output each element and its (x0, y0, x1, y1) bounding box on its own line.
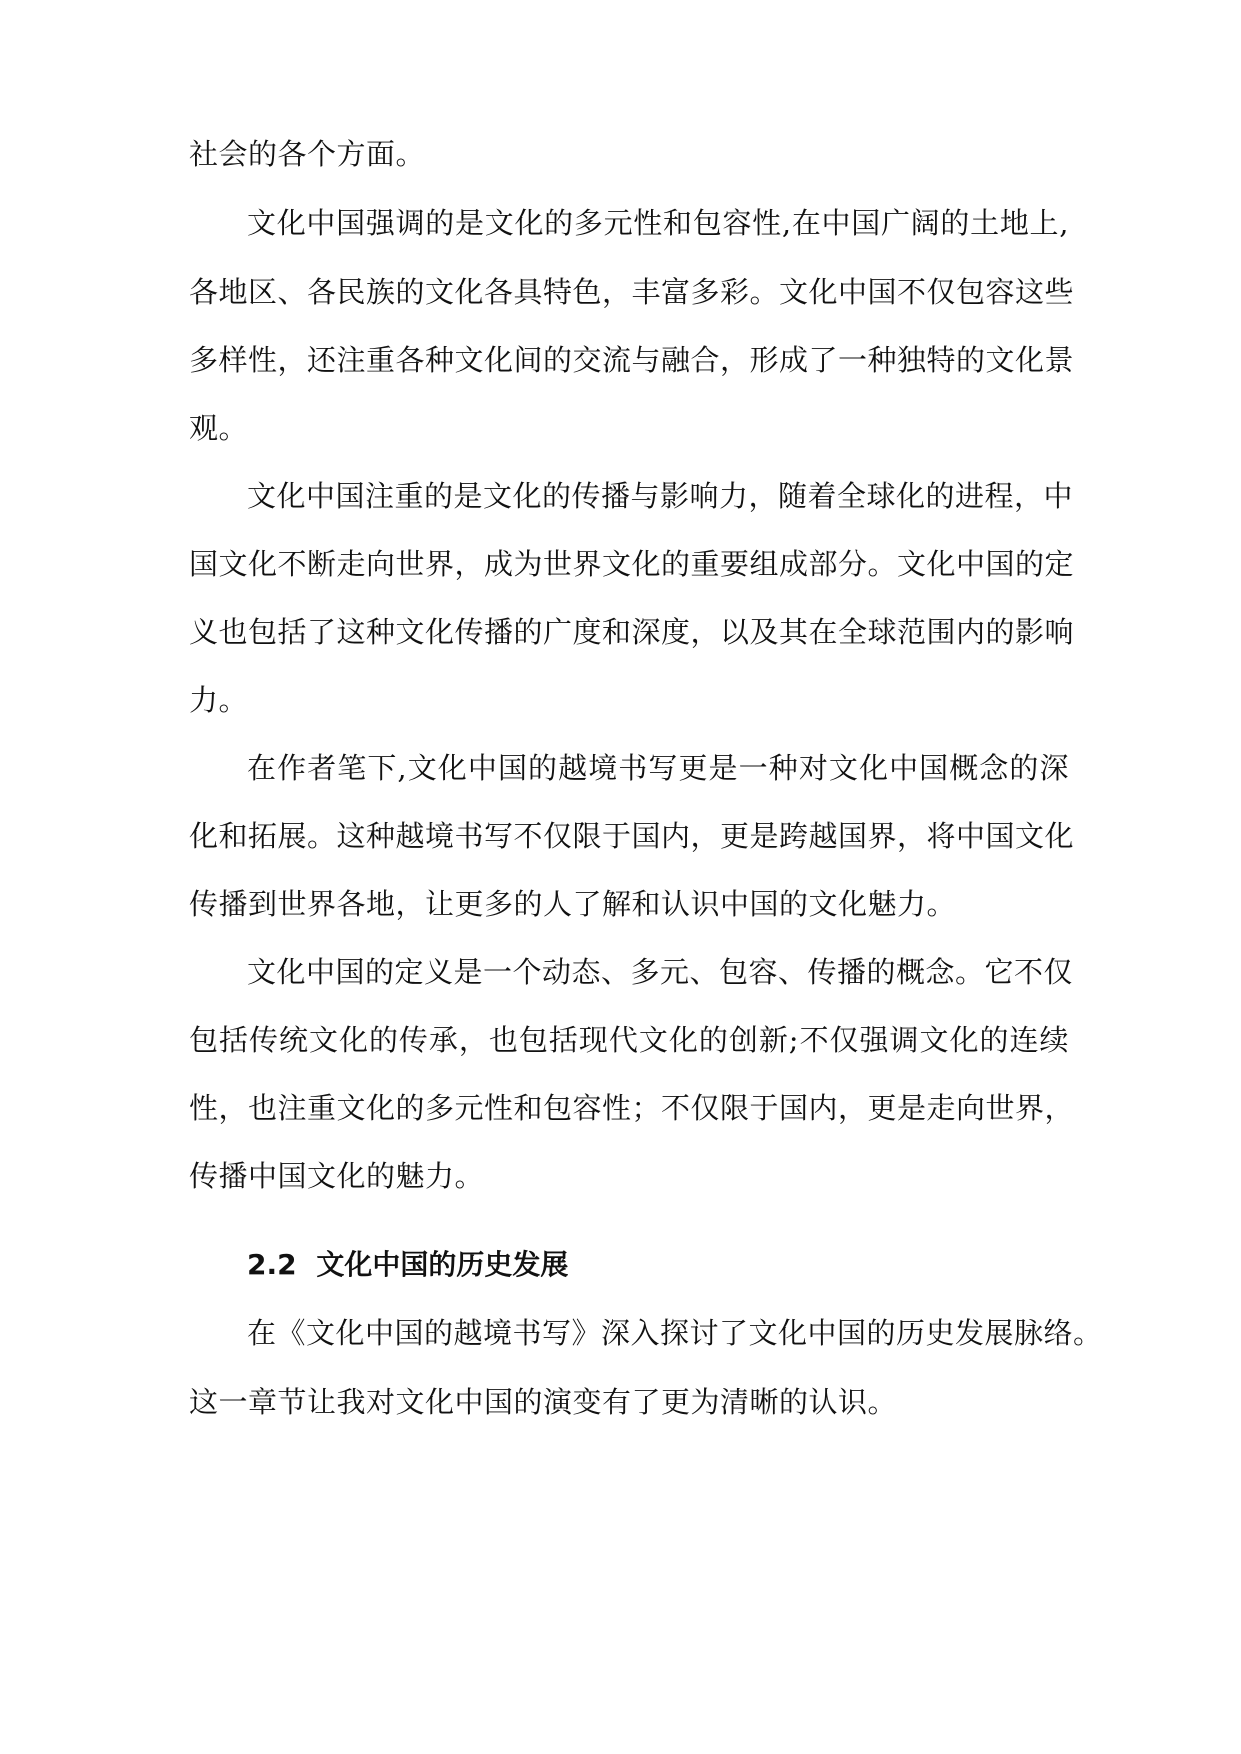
paragraph-line: 传播到世界各地，让更多的人了解和认识中国的文化魅力。 (189, 887, 957, 921)
paragraph-line: 各地区、各民族的文化各具特色，丰富多彩。文化中国不仅包容这些 (189, 275, 1075, 309)
paragraph-line: 社会的各个方面。 (189, 137, 426, 171)
paragraph-line: 包括传统文化的传承，也包括现代文化的创新;不仅强调文化的连续 (189, 1023, 1069, 1057)
section-title: 文化中国的历史发展 (316, 1248, 569, 1281)
paragraph-line: 性，也注重文化的多元性和包容性；不仅限于国内，更是走向世界， (189, 1091, 1075, 1125)
paragraph-line: 化和拓展。这种越境书写不仅限于国内，更是跨越国界，将中国文化 (189, 819, 1075, 853)
paragraph-line: 观。 (189, 411, 249, 445)
paragraph-line: 力。 (189, 683, 249, 717)
paragraph-line: 文化中国的定义是一个动态、多元、包容、传播的概念。它不仅 (247, 955, 1074, 989)
paragraph-line: 多样性，还注重各种文化间的交流与融合，形成了一种独特的文化景 (189, 343, 1075, 377)
paragraph-line: 这一章节让我对文化中国的演变有了更为清晰的认识。 (189, 1385, 898, 1419)
section-number: 2.2 (247, 1248, 297, 1281)
paragraph-line: 在作者笔下,文化中国的越境书写更是一种对文化中国概念的深 (247, 751, 1069, 785)
paragraph-line: 义也包括了这种文化传播的广度和深度，以及其在全球范围内的影响 (189, 615, 1075, 649)
paragraph-line: 文化中国强调的是文化的多元性和包容性,在中国广阔的土地上, (247, 206, 1069, 240)
section-heading (247, 1245, 1047, 1285)
paragraph-line: 在《文化中国的越境书写》深入探讨了文化中国的历史发展脉络。 (247, 1316, 1103, 1350)
paragraph-line: 国文化不断走向世界，成为世界文化的重要组成部分。文化中国的定 (189, 547, 1075, 581)
paragraph-line: 传播中国文化的魅力。 (189, 1159, 485, 1193)
paragraph-line: 文化中国注重的是文化的传播与影响力，随着全球化的进程，中 (247, 479, 1074, 513)
